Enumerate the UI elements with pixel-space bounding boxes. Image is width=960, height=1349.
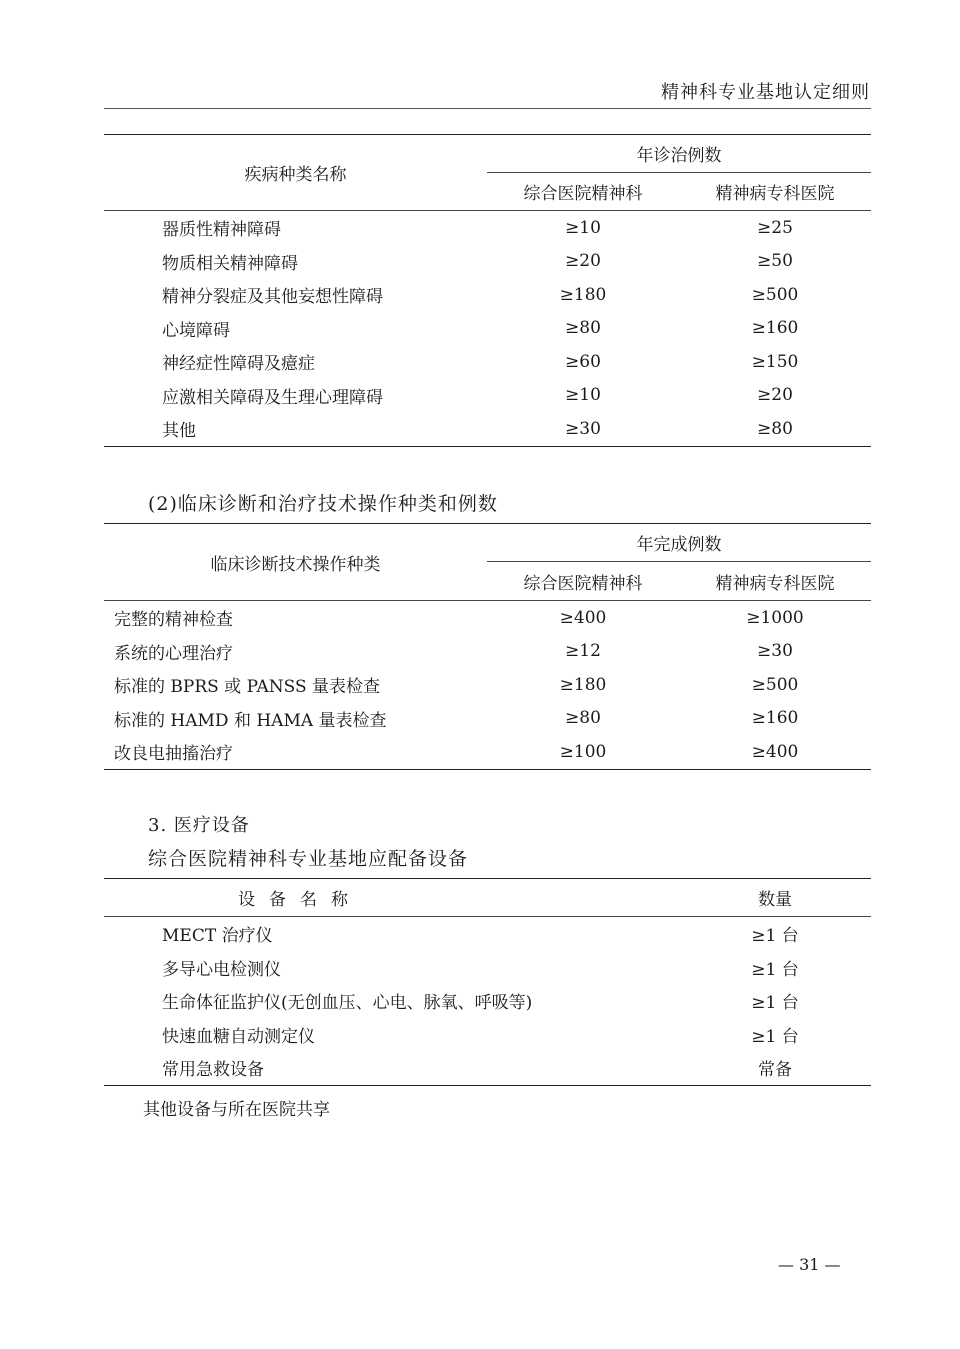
disease-name: 心境障碍 [162, 320, 230, 341]
table-row [104, 412, 871, 447]
disease-name: 其他 [162, 421, 196, 442]
procedure-table-col-name: 临床诊断技术操作种类 [104, 524, 487, 601]
section2-title: (2)临床诊断和治疗技术操作种类和例数 [148, 493, 498, 515]
table-row [104, 702, 871, 735]
running-header: 精神科专业基地认定细则 [661, 82, 870, 103]
procedure-table-subheader-specialty: 精神病专科医院 [679, 562, 871, 601]
procedure-name: 标准的 HAMD 和 HAMA 量表检查 [114, 710, 387, 731]
disease-table-subheader-specialty: 精神病专科医院 [679, 173, 871, 211]
table-row [104, 1051, 871, 1086]
procedure-name: 完整的精神检查 [114, 610, 233, 631]
general-count: ≥10 [565, 385, 601, 405]
section3-subtitle: 综合医院精神科专业基地应配备设备 [148, 848, 469, 870]
general-count: ≥180 [559, 284, 607, 305]
procedure-name: 系统的心理治疗 [114, 643, 233, 664]
general-count: ≥80 [565, 318, 601, 338]
specialty-count: ≥500 [751, 284, 799, 305]
equipment-table [104, 878, 871, 1086]
general-count: ≥400 [559, 607, 607, 628]
disease-table-group-header: 年诊治例数 [487, 135, 871, 173]
table-row [104, 668, 871, 702]
equipment-qty: ≥1 台 [751, 993, 799, 1013]
procedure-table [104, 523, 871, 770]
disease-table-col-name: 疾病种类名称 [104, 135, 487, 211]
disease-table-subheader-general: 综合医院精神科 [487, 173, 679, 211]
disease-name: 精神分裂症及其他妄想性障碍 [162, 287, 383, 307]
specialty-count: ≥25 [757, 217, 793, 238]
disease-table [104, 134, 871, 447]
table-row [104, 951, 871, 984]
specialty-count: ≥30 [757, 641, 793, 661]
header-rule [104, 108, 871, 109]
equipment-qty: ≥1 台 [751, 926, 799, 947]
specialty-count: ≥150 [751, 351, 799, 372]
equipment-qty: ≥1 台 [751, 959, 799, 980]
disease-name: 神经症性障碍及癔症 [162, 354, 315, 374]
specialty-count: ≥50 [757, 251, 793, 271]
table-row [104, 312, 871, 345]
equipment-name: 常用急救设备 [162, 1060, 264, 1081]
page-number: — 31 — [778, 1255, 841, 1274]
general-count: ≥80 [565, 708, 601, 728]
general-count: ≥180 [559, 674, 607, 695]
table-row [104, 211, 871, 245]
equipment-name: MECT 治疗仪 [162, 926, 273, 947]
specialty-count: ≥500 [751, 674, 799, 695]
specialty-count: ≥20 [757, 385, 793, 405]
procedure-name: 改良电抽搐治疗 [114, 744, 233, 765]
disease-name: 物质相关精神障碍 [162, 253, 298, 274]
equipment-qty: 常备 [758, 1060, 792, 1081]
general-count: ≥100 [559, 741, 607, 762]
table-row [104, 635, 871, 668]
procedure-table-group-header: 年完成例数 [487, 524, 871, 562]
general-count: ≥12 [565, 641, 601, 661]
table-row [104, 601, 871, 635]
specialty-count: ≥80 [757, 418, 793, 439]
section3-title: 3. 医疗设备 [148, 815, 250, 836]
disease-name: 应激相关障碍及生理心理障碍 [162, 387, 383, 408]
procedure-name: 标准的 BPRS 或 PANSS 量表检查 [114, 677, 381, 697]
specialty-count: ≥1000 [746, 607, 804, 628]
equipment-table-col-qty: 数量 [679, 879, 871, 917]
equipment-table-col-name: 设备名称 [238, 890, 362, 910]
table-row [104, 917, 871, 951]
footnote: 其他设备与所在医院共享 [143, 1100, 330, 1120]
disease-name: 器质性精神障碍 [162, 220, 281, 241]
general-count: ≥10 [565, 217, 601, 238]
equipment-qty: ≥1 台 [751, 1026, 799, 1047]
table-row [104, 1018, 871, 1051]
procedure-table-subheader-general: 综合医院精神科 [487, 562, 679, 601]
general-count: ≥30 [565, 418, 601, 439]
table-row [104, 278, 871, 312]
table-row [104, 984, 871, 1018]
specialty-count: ≥400 [751, 741, 799, 762]
table-row [104, 245, 871, 278]
equipment-name: 多导心电检测仪 [162, 959, 281, 980]
general-count: ≥60 [565, 351, 601, 372]
table-row [104, 345, 871, 379]
specialty-count: ≥160 [751, 708, 799, 728]
table-row [104, 735, 871, 770]
table-row [104, 379, 871, 412]
general-count: ≥20 [565, 251, 601, 271]
equipment-name: 生命体征监护仪(无创血压、心电、脉氧、呼吸等) [162, 993, 533, 1013]
specialty-count: ≥160 [751, 318, 799, 338]
equipment-name: 快速血糖自动测定仪 [162, 1026, 315, 1047]
